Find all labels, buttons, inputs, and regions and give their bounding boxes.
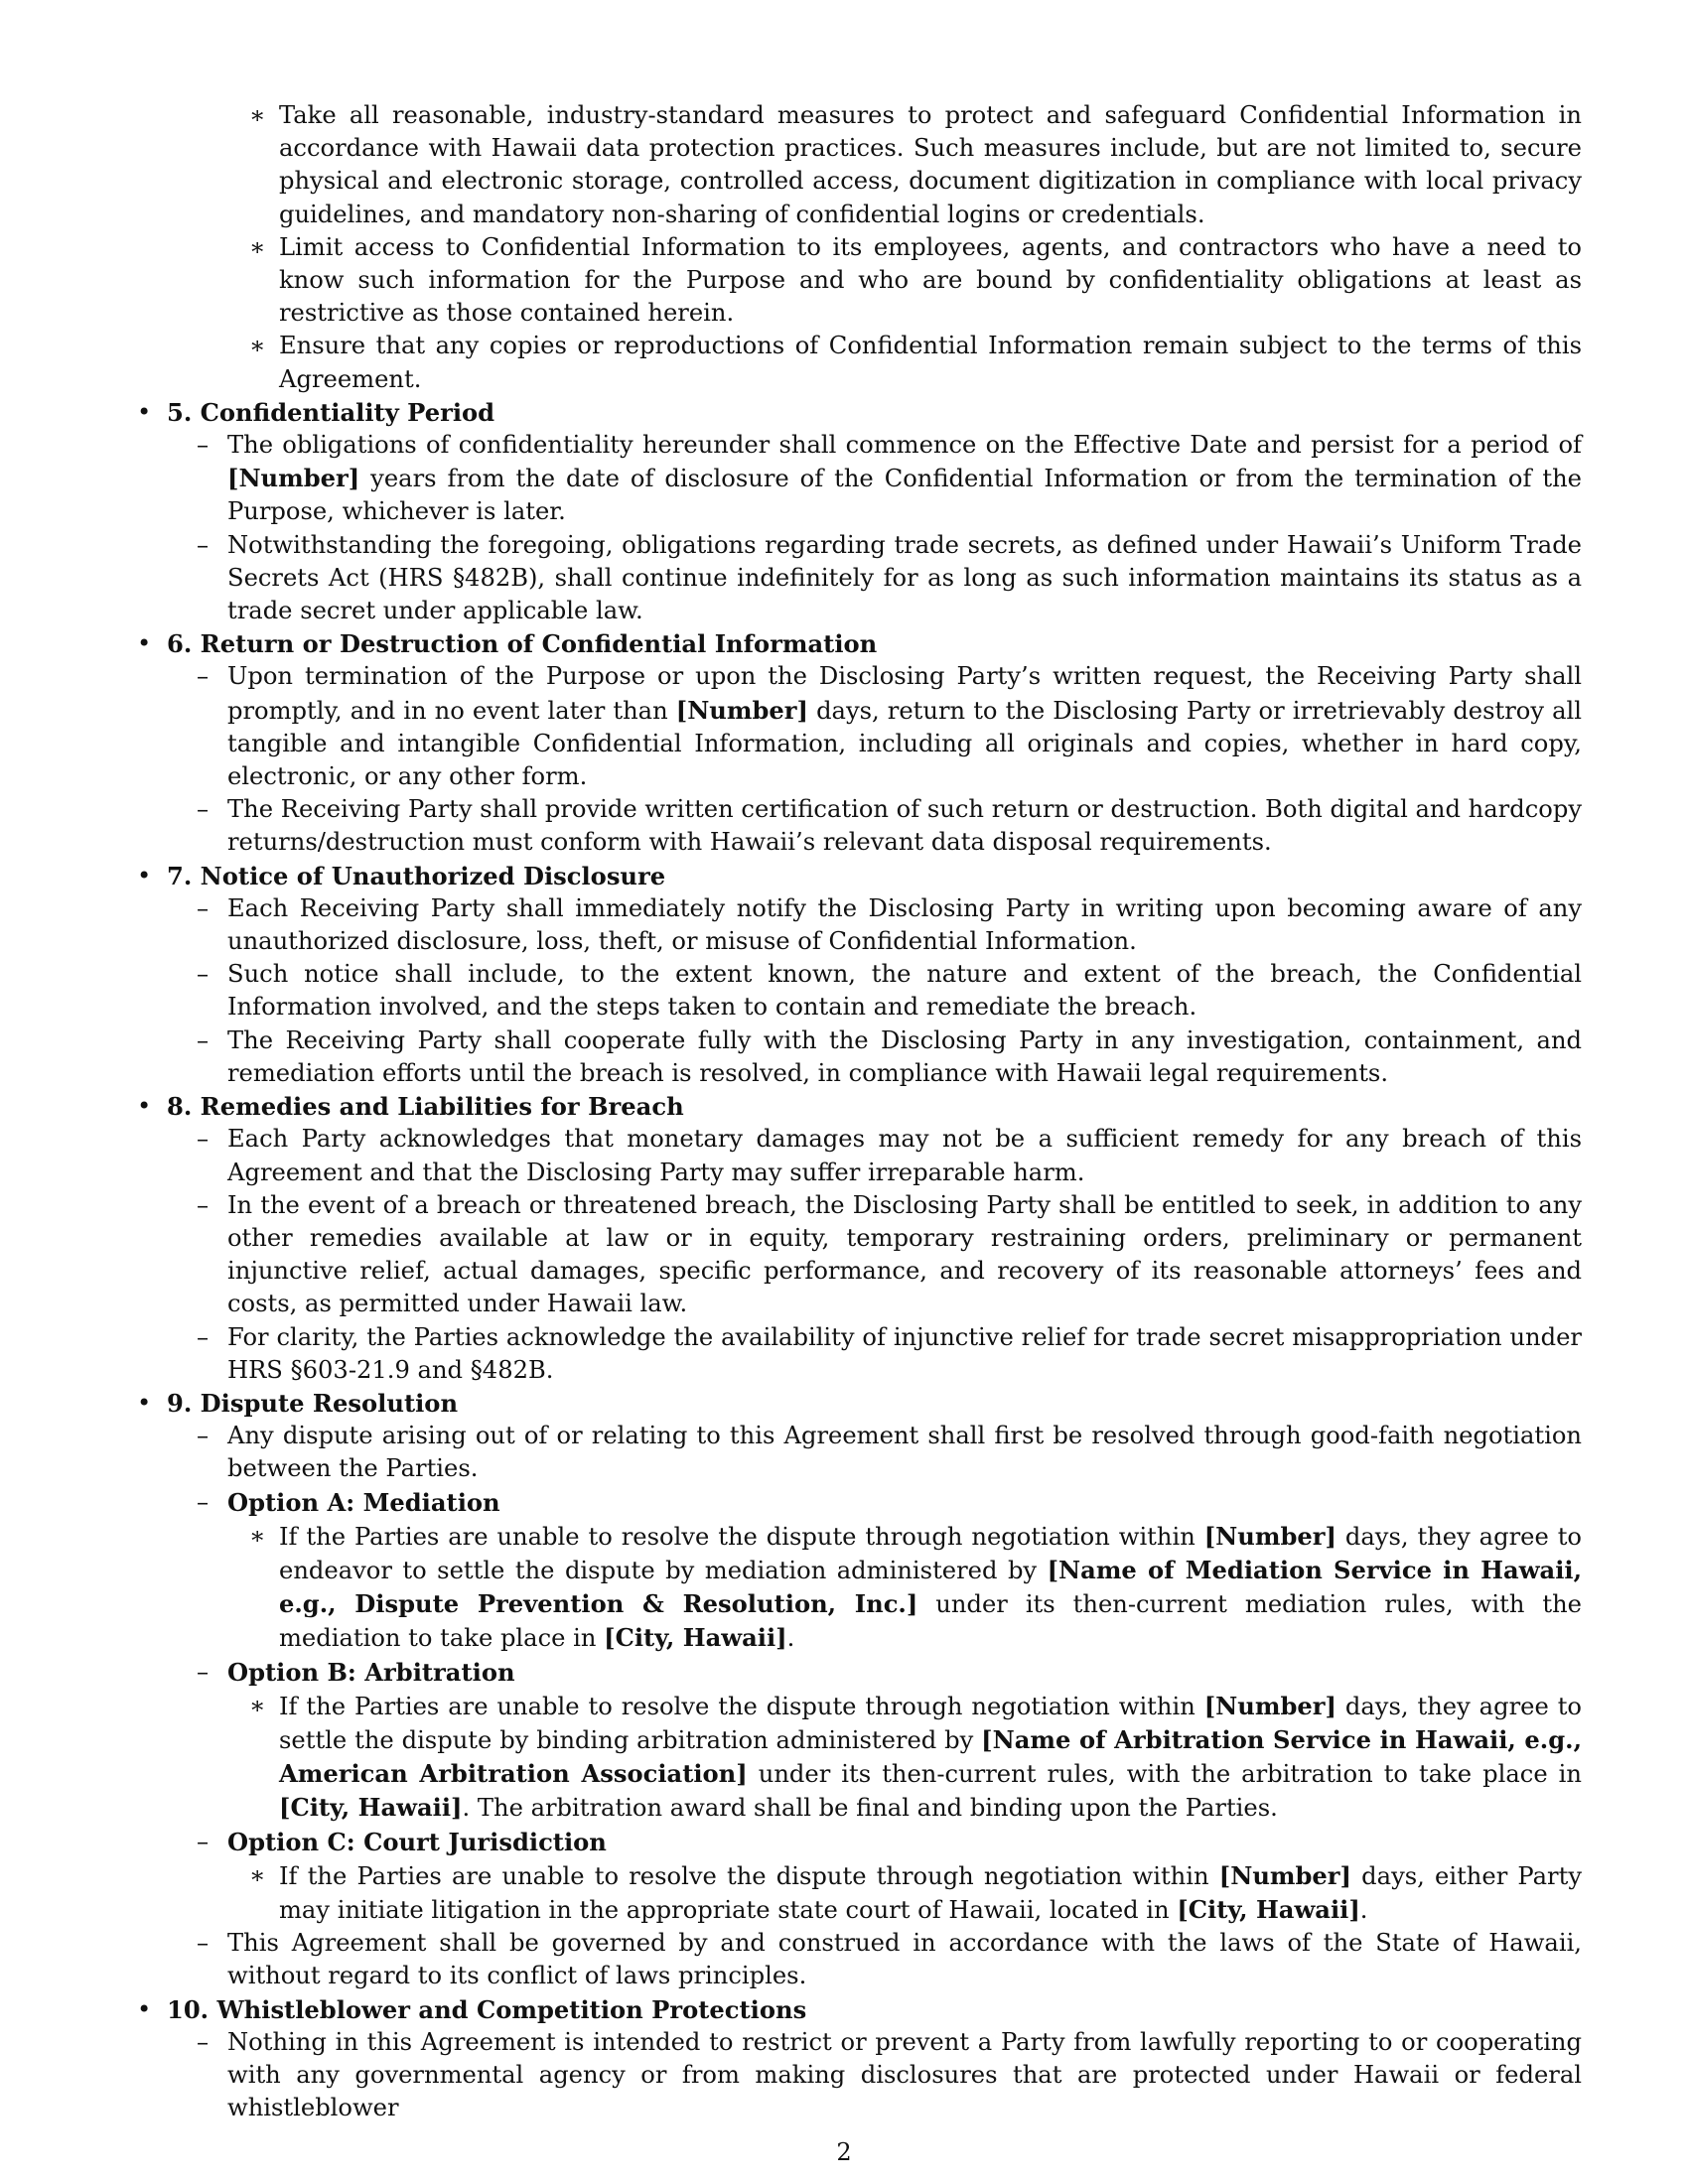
- list-item: [137, 1420, 1582, 1485]
- option-heading: Option C: Court Jurisdiction: [227, 1827, 607, 1856]
- text-run: days, they agree to endeavor to settle the dispute by mediation administered by: [279, 1522, 1582, 1584]
- text-run: Ensure that any copies or reproductions of Confidential Information remain subject to the terms of this Agreement.: [279, 332, 1582, 393]
- text-run: days, either Party may initiate litigation in the appropriate state court of Hawaii, located in: [279, 1861, 1582, 1924]
- placeholder-field: [Name of Mediation Service in Hawaii, e.g., Dispute Prevention & Resolution, Inc.]: [279, 1555, 1582, 1619]
- text-run: In the event of a breach or threatened breach, the Disclosing Party shall be entitled to seek, in addition to any other remedies available at law or in equity, temporary restraining orders, preliminary or permanent injunctive relief, actual damages, specific performance, and recovery of its reasonable attorneys’ fees and costs, as permitted under Hawaii law.: [227, 1190, 1582, 1318]
- list-item: [137, 1123, 1582, 1188]
- text-run: .: [786, 1624, 795, 1653]
- text-run: .: [1359, 1895, 1368, 1924]
- text-run: If the Parties are unable to resolve the dispute through negotiation within: [279, 1861, 1219, 1890]
- text-run: Nothing in this Agreement is intended to restrict or prevent a Party from lawfully reporting to or cooperating with any governmental agency or from making disclosures that are protected under Hawaii or federal whistleblower: [227, 2027, 1582, 2122]
- placeholder-field: [City, Hawaii]: [1177, 1894, 1360, 1924]
- list-item: [137, 2026, 1582, 2125]
- placeholder-field: [Number]: [675, 695, 808, 725]
- text-run: 7. Notice of Unauthorized Disclosure: [167, 861, 666, 890]
- list-item: [137, 892, 1582, 958]
- list-item: [137, 1024, 1582, 1090]
- section-heading: [137, 396, 1582, 429]
- text-run: If the Parties are unable to resolve the dispute through negotiation within: [279, 1692, 1204, 1720]
- option-heading: Option A: Mediation: [227, 1487, 500, 1517]
- text-run: Each Party acknowledges that monetary damages may not be a sufficient remedy for any breach of this Agreement and that the Disclosing Party may suffer irreparable harm.: [227, 1125, 1582, 1186]
- text-run: under its then-current rules, with the arbitration to take place in: [747, 1760, 1582, 1789]
- list-item: [137, 958, 1582, 1024]
- option-heading: Option B: Arbitration: [227, 1657, 515, 1687]
- placeholder-field: [Number]: [227, 464, 360, 493]
- text-run: years from the date of disclosure of the Confidential Information or from the termination of the Purpose, whichever is later.: [227, 465, 1582, 526]
- text-run: Take all reasonable, industry-standard measures to protect and safeguard Confidential Information in accordance with Hawaii data protection practices. Such measures include, but are not limited to, secure physical and electronic storage, controlled access, document digitization in compliance with local privacy guidelines, and mandatory non-sharing of confidential logins or credentials.: [279, 101, 1582, 228]
- section-heading: [137, 1993, 1582, 2026]
- text-run: 10. Whistleblower and Competition Protections: [167, 1994, 807, 2024]
- sub-list-item: [137, 1859, 1582, 1927]
- sub-list-item: [137, 99, 1582, 231]
- list-item: [137, 1321, 1582, 1387]
- placeholder-field: [Name of Arbitration Service in Hawaii, e.g., American Arbitration Association]: [279, 1724, 1582, 1789]
- document-body: [137, 99, 1582, 2124]
- page-number: 2: [836, 2138, 852, 2166]
- list-item: [137, 793, 1582, 859]
- text-run: days, return to the Disclosing Party or irretrievably destroy all tangible and intangible Confidential Information, including all originals and copies, whether in hard copy, electronic, or any other form.: [227, 696, 1583, 791]
- text-run: Each Receiving Party shall immediately notify the Disclosing Party in writing upon becoming aware of any unauthorized disclosure, loss, theft, or misuse of Confidential Information.: [227, 893, 1582, 956]
- placeholder-field: [City, Hawaii]: [604, 1623, 787, 1653]
- text-run: Notwithstanding the foregoing, obligations regarding trade secrets, as defined under Hawaii’s Uniform Trade Secrets Act (HRS §482B), shall continue indefinitely for as long as such information maintains its status as a trade secret under applicable law.: [227, 530, 1582, 625]
- text-run: Any dispute arising out of or relating to this Agreement shall first be resolved through good-faith negotiation between the Parties.: [227, 1422, 1582, 1483]
- text-run: Limit access to Confidential Information to its employees, agents, and contractors who have a need to know such information for the Purpose and who are bound by confidentiality obligations at least as restrictive as those contained herein.: [279, 232, 1582, 328]
- list-item: [137, 529, 1582, 628]
- list-item: [137, 1189, 1582, 1321]
- text-run: The Receiving Party shall provide written certification of such return or destruction. Both digital and hardcopy returns/destruction must conform with Hawaii’s relevant data disposal requirements.: [227, 795, 1582, 857]
- placeholder-field: [Number]: [1218, 1860, 1351, 1890]
- text-run: The obligations of confidentiality hereunder shall commence on the Effective Date and persist for a period of: [227, 431, 1582, 460]
- sub-list-item: [137, 1520, 1582, 1656]
- sub-list-item: [137, 231, 1582, 331]
- list-item: [137, 1656, 1582, 1690]
- list-item: [137, 1486, 1582, 1520]
- sub-list-item: [137, 330, 1582, 395]
- text-run: Upon termination of the Purpose or upon the Disclosing Party’s written request, the Receiving Party shall promptly, and in no event later than: [227, 662, 1582, 725]
- section-heading: [137, 1387, 1582, 1420]
- list-item: [137, 1927, 1582, 1992]
- text-run: Such notice shall include, to the extent known, the nature and extent of the breach, the Confidential Information involved, and the steps taken to contain and remediate the breach.: [227, 960, 1582, 1022]
- text-run: under its then-current mediation rules, with the mediation to take place in: [279, 1590, 1582, 1653]
- list-item: [137, 660, 1582, 793]
- section-heading: [137, 860, 1582, 892]
- text-run: The Receiving Party shall cooperate fully with the Disclosing Party in any investigation, containment, and remediation efforts until the breach is resolved, in compliance with Hawaii legal requirements.: [227, 1025, 1582, 1087]
- text-run: 8. Remedies and Liabilities for Breach: [167, 1092, 684, 1122]
- text-run: days, they agree to settle the dispute by binding arbitration administered by: [279, 1692, 1582, 1754]
- sub-list-item: [137, 1690, 1582, 1826]
- text-run: 9. Dispute Resolution: [167, 1388, 459, 1418]
- list-item: [137, 1826, 1582, 1859]
- text-run: For clarity, the Parties acknowledge the availability of injunctive relief for trade secret misappropriation under HRS §603-21.9 and §482B.: [227, 1322, 1582, 1384]
- section-heading: [137, 627, 1582, 660]
- text-run: . The arbitration award shall be final and binding upon the Parties.: [462, 1794, 1278, 1823]
- placeholder-field: [Number]: [1203, 1691, 1336, 1720]
- placeholder-field: [Number]: [1203, 1521, 1336, 1551]
- text-run: 6. Return or Destruction of Confidential Information: [167, 629, 878, 659]
- section-heading: [137, 1090, 1582, 1123]
- text-run: If the Parties are unable to resolve the dispute through negotiation within: [279, 1522, 1204, 1551]
- text-run: 5. Confidentiality Period: [167, 397, 495, 427]
- list-item: [137, 429, 1582, 529]
- text-run: This Agreement shall be governed by and construed in accordance with the laws of the State of Hawaii, without regard to its conflict of laws principles.: [227, 1929, 1582, 1990]
- placeholder-field: [City, Hawaii]: [279, 1793, 463, 1823]
